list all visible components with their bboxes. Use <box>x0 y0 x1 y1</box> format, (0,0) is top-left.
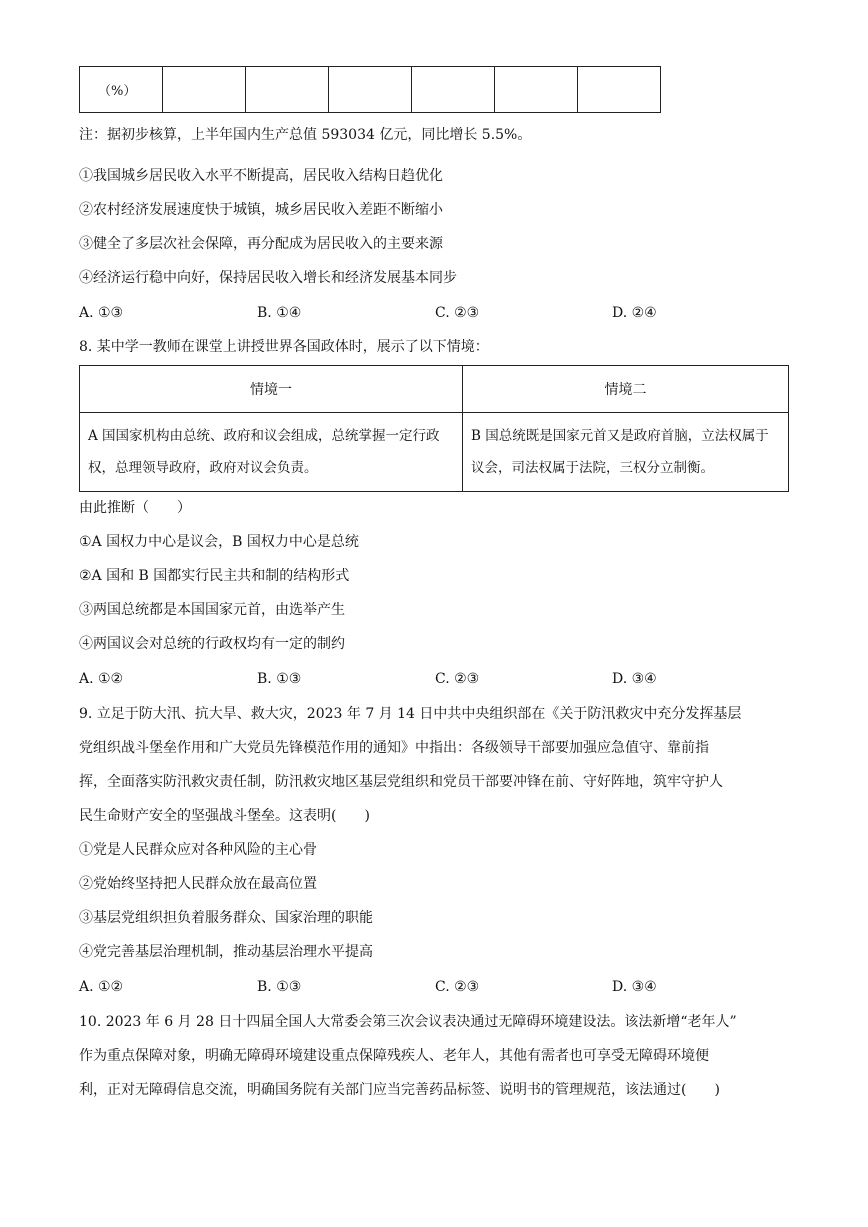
q7-item: ③健全了多层次社会保障，再分配成为居民收入的主要来源 <box>79 236 443 252</box>
table-cell <box>246 67 329 113</box>
table-cell <box>495 67 578 113</box>
q9-item: ④党完善基层治理机制，推动基层治理水平提高 <box>79 944 373 960</box>
option-d[interactable]: D. ②④ <box>612 305 657 321</box>
option-d[interactable]: D. ③④ <box>612 671 657 687</box>
q8-item: ④两国议会对总统的行政权均有一定的制约 <box>79 636 345 652</box>
scenario-cell-1: A 国国家机构由总统、政府和议会组成，总统掌握一定行政权，总理领导政府，政府对议会负责。 <box>80 413 463 492</box>
q9-stem-line: 挥，全面落实防汛救灾责任制，防汛救灾地区基层党组织和党员干部要冲锋在前、守好阵地，筑牢守护人 <box>79 774 723 790</box>
q9-options <box>79 977 679 997</box>
option-a[interactable]: A. ①③ <box>79 305 124 321</box>
table-cell <box>163 67 246 113</box>
q8-item: ②A 国和 B 国都实行民主共和制的结构形式 <box>79 568 350 584</box>
q9-item: ②党始终坚持把人民群众放在最高位置 <box>79 876 317 892</box>
scenario-table <box>79 365 789 492</box>
q7-item: ④经济运行稳中向好，保持居民收入增长和经济发展基本同步 <box>79 270 457 286</box>
q8-prompt: 由此推断（ ） <box>79 500 191 516</box>
option-c[interactable]: C. ②③ <box>435 979 480 995</box>
q8-options <box>79 669 679 689</box>
scenario-cell-2: B 国总统既是国家元首又是政府首脑，立法权属于议会，司法权属于法院，三权分立制衡。 <box>463 413 789 492</box>
q9-stem-line: 民生命财产安全的坚强战斗堡垒。这表明( ) <box>79 808 370 824</box>
q7-item: ②农村经济发展速度快于城镇，城乡居民收入差距不断缩小 <box>79 202 443 218</box>
q7-item: ①我国城乡居民收入水平不断提高，居民收入结构日趋优化 <box>79 168 443 184</box>
option-c[interactable]: C. ②③ <box>435 305 480 321</box>
q8-item: ③两国总统都是本国国家元首，由选举产生 <box>79 602 345 618</box>
table-cell-unit: （%） <box>80 67 163 113</box>
q10-stem-line: 利，正对无障碍信息交流，明确国务院有关部门应当完善药品标签、说明书的管理规范，该法通过( ) <box>79 1082 720 1098</box>
option-c[interactable]: C. ②③ <box>435 671 480 687</box>
table-note: 注：据初步核算，上半年国内生产总值 593034 亿元，同比增长 5.5%。 <box>79 127 532 143</box>
table-cell <box>412 67 495 113</box>
option-b[interactable]: B. ①④ <box>257 305 302 321</box>
option-a[interactable]: A. ①② <box>79 979 124 995</box>
q9-stem-line: 9. 立足于防大汛、抗大旱、救大灾，2023 年 7 月 14 日中共中央组织部在《关于防汛救灾中充分发挥基层 <box>79 706 742 722</box>
scenario-header-1: 情境一 <box>80 366 463 413</box>
scenario-header-2: 情境二 <box>463 366 789 413</box>
option-a[interactable]: A. ①② <box>79 671 124 687</box>
q8-stem: 8. 某中学一教师在课堂上讲授世界各国政体时，展示了以下情境： <box>79 339 489 355</box>
q7-options <box>79 303 679 323</box>
q9-stem-line: 党组织战斗堡垒作用和广大党员先锋模范作用的通知》中指出：各级领导干部要加强应急值守、靠前指 <box>79 740 709 756</box>
option-d[interactable]: D. ③④ <box>612 979 657 995</box>
q10-stem-line: 10. 2023 年 6 月 28 日十四届全国人大常委会第三次会议表决通过无障碍环境建设法。该法新增“老年人” <box>79 1014 737 1030</box>
q10-stem-line: 作为重点保障对象，明确无障碍环境建设重点保障残疾人、老年人，其他有需者也可享受无障碍环境便 <box>79 1048 709 1064</box>
data-table-fragment <box>79 66 661 113</box>
table-cell <box>578 67 661 113</box>
option-b[interactable]: B. ①③ <box>257 979 302 995</box>
table-cell <box>329 67 412 113</box>
option-b[interactable]: B. ①③ <box>257 671 302 687</box>
q9-item: ③基层党组织担负着服务群众、国家治理的职能 <box>79 910 373 926</box>
q9-item: ①党是人民群众应对各种风险的主心骨 <box>79 842 317 858</box>
q8-item: ①A 国权力中心是议会，B 国权力中心是总统 <box>79 534 359 550</box>
